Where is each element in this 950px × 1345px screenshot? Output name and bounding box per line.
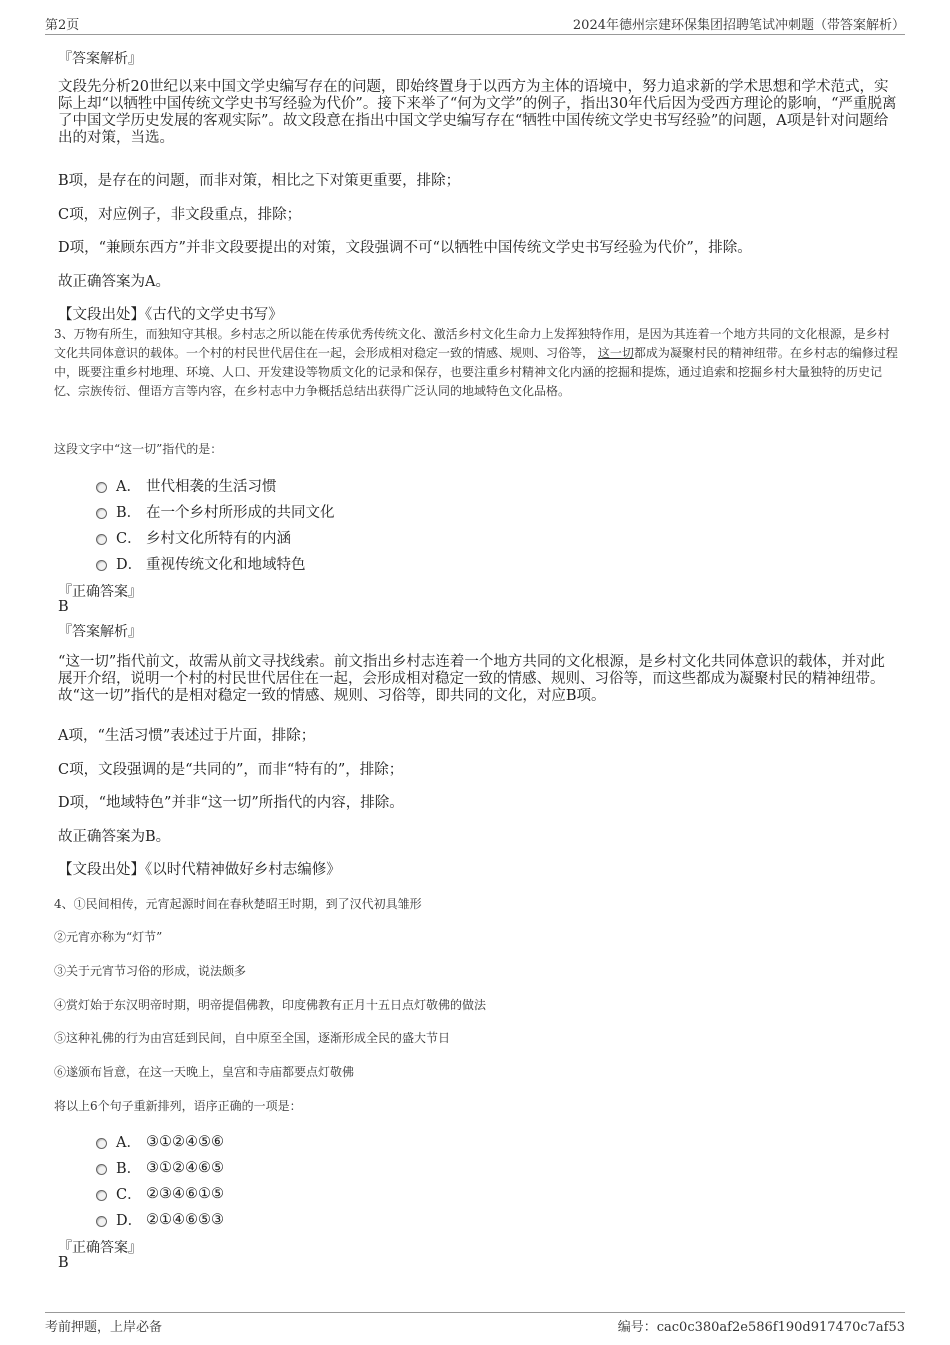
q3-passage-after: 都成为凝聚村民的精神纽带。在乡村志的编修过程中，既要注重乡村地理、环境、人口、开发建设等物质文化的记录和保存，也要注重乡村精神文化内涵的挖掘和提炼，通过追索和挖掘乡村大量独特的历史记忆、宗族传衍、俚语方言等内容，在乡村志中力争概括总结出获得广泛认同的地域特色文化品格。 — [54, 346, 898, 398]
document-code: 编号：cac0c380af2e586f190d917470c7af53 — [617, 1320, 905, 1335]
q3-option-a[interactable] — [96, 475, 277, 496]
option-text: 在一个乡村所形成的共同文化 — [146, 505, 335, 521]
footer-slogan: 考前押题，上岸必备 — [45, 1320, 163, 1335]
option-text: 乡村文化所特有的内涵 — [146, 531, 291, 547]
q2-analysis-text: 文段先分析20世纪以来中国文学史编写存在的问题，即始终置身于以西方为主体的语境中，努力追求新的学术思想和学术范式，实际上却“以牺牲中国传统文学史书写经验为代价”。接下来举了“何为文学”的例子，指出30年代后因为受西方理论的影响，“严重脱离了中国文学历史发展的客观实际”。故文段意在指出中国文学史编写存在“牺牲中国传统文学史书写经验”的问题，A项是针对问题给出的对策，当选。 — [58, 79, 897, 146]
q3-option-c[interactable] — [96, 527, 291, 548]
option-letter: A． — [116, 479, 141, 495]
radio-icon[interactable] — [96, 508, 107, 519]
q3-analysis-text: “这一切”指代前文，故需从前文寻找线索。前文指出乡村志连着一个地方共同的文化根源，是乡村文化共同体意识的载体，并对此展开介绍，说明一个村的村民世代居住在一起，会形成相对稳定一致的情感、规则、习俗等，而这些都成为凝聚村民的精神纽带。故“这一切”指代的是相对稳定一致的情感、规则、习俗等，即共同的文化，对应B项。 — [58, 654, 885, 704]
option-text: ③①②④⑥⑤ — [146, 1159, 224, 1176]
q4-sentence-2: ②元宵亦称为“灯节” — [54, 930, 163, 944]
option-letter: C． — [116, 1187, 142, 1203]
q3-answer-tag: 『正确答案』 — [58, 584, 142, 600]
option-letter: D． — [116, 1213, 143, 1229]
q4-option-c[interactable] — [96, 1183, 224, 1204]
q3-passage-before: 3、万物有所生，而独知守其根。乡村志之所以能在传承优秀传统文化、激活乡村文化生命力上发挥独特作用，是因为其连着一个地方共同的文化根源，是乡村文化共同体意识的载体。一个村的村民世代居住在一起，会形成相对稳定一致的情感、规则、习俗等， — [54, 327, 890, 360]
radio-icon[interactable] — [96, 560, 107, 571]
q3-conclusion: 故正确答案为B。 — [58, 829, 171, 845]
q3-option-d[interactable] — [96, 553, 306, 574]
option-letter: A． — [116, 1135, 141, 1151]
q2-analysis-tag: 『答案解析』 — [58, 51, 142, 67]
page-number: 第2页 — [45, 18, 80, 33]
option-text: ②①④⑥⑤③ — [146, 1211, 224, 1228]
q3-c-note: C项，文段强调的是“共同的”，而非“特有的”，排除； — [58, 762, 404, 778]
q3-answer: B — [58, 599, 69, 615]
q4-sentence-3: ③关于元宵节习俗的形成，说法颇多 — [54, 964, 247, 978]
option-letter: D． — [116, 557, 143, 573]
radio-icon[interactable] — [96, 1216, 107, 1227]
q2-conclusion: 故正确答案为A。 — [58, 274, 170, 290]
q4-answer: B — [58, 1255, 69, 1271]
q4-sentence-6: ⑥遂颁布旨意，在这一天晚上，皇宫和寺庙都要点灯敬佛 — [54, 1065, 355, 1079]
page-header — [45, 14, 905, 35]
q2-c-note: C项，对应例子，非文段重点，排除； — [58, 207, 302, 223]
q4-question: 将以上6个句子重新排列，语序正确的一项是： — [54, 1099, 302, 1113]
q3-d-note: D项，“地域特色”并非“这一切”所指代的内容，排除。 — [58, 795, 404, 811]
option-text: 世代相袭的生活习惯 — [146, 479, 277, 495]
option-letter: B． — [116, 505, 142, 521]
q2-b-note: B项，是存在的问题，而非对策，相比之下对策更重要，排除； — [58, 173, 461, 189]
page-footer — [45, 1312, 905, 1337]
q4-sentence-5: ⑤这种礼佛的行为由宫廷到民间，自中原至全国，逐渐形成全民的盛大节日 — [54, 1031, 451, 1045]
q3-source: 【文段出处】《以时代精神做好乡村志编修》 — [58, 862, 341, 878]
q2-d-note: D项，“兼顾东西方”并非文段要提出的对策，文段强调不可“以牺牲中国传统文学史书写经验为代价”，排除。 — [58, 240, 752, 256]
q3-option-b[interactable] — [96, 501, 335, 522]
q4-option-d[interactable] — [96, 1209, 224, 1230]
option-text: ②③④⑥①⑤ — [146, 1185, 224, 1202]
q4-sentence-1: 4、①民间相传，元宵起源时间在春秋楚昭王时期，到了汉代初具雏形 — [54, 897, 422, 911]
document-title: 2024年德州宗建环保集团招聘笔试冲刺题（带答案解析） — [572, 18, 905, 33]
q3-question: 这段文字中“这一切”指代的是： — [54, 442, 223, 456]
option-letter: B． — [116, 1161, 142, 1177]
q4-option-b[interactable] — [96, 1157, 224, 1178]
radio-icon[interactable] — [96, 534, 107, 545]
q3-analysis-tag: 『答案解析』 — [58, 624, 142, 640]
q2-source: 【文段出处】《古代的文学史书写》 — [58, 307, 283, 323]
option-text: 重视传统文化和地域特色 — [146, 557, 306, 573]
q3-passage — [54, 325, 898, 401]
radio-icon[interactable] — [96, 482, 107, 493]
option-text: ③①②④⑤⑥ — [146, 1133, 224, 1150]
q4-sentence-4: ④赏灯始于东汉明帝时期，明帝提倡佛教，印度佛教有正月十五日点灯敬佛的做法 — [54, 998, 487, 1012]
q3-a-note: A项，“生活习惯”表述过于片面，排除； — [58, 728, 316, 744]
radio-icon[interactable] — [96, 1164, 107, 1175]
q3-passage-underline: 这一切 — [597, 346, 634, 360]
radio-icon[interactable] — [96, 1138, 107, 1149]
q4-option-a[interactable] — [96, 1131, 224, 1152]
option-letter: C． — [116, 531, 142, 547]
q4-answer-tag: 『正确答案』 — [58, 1240, 142, 1256]
radio-icon[interactable] — [96, 1190, 107, 1201]
